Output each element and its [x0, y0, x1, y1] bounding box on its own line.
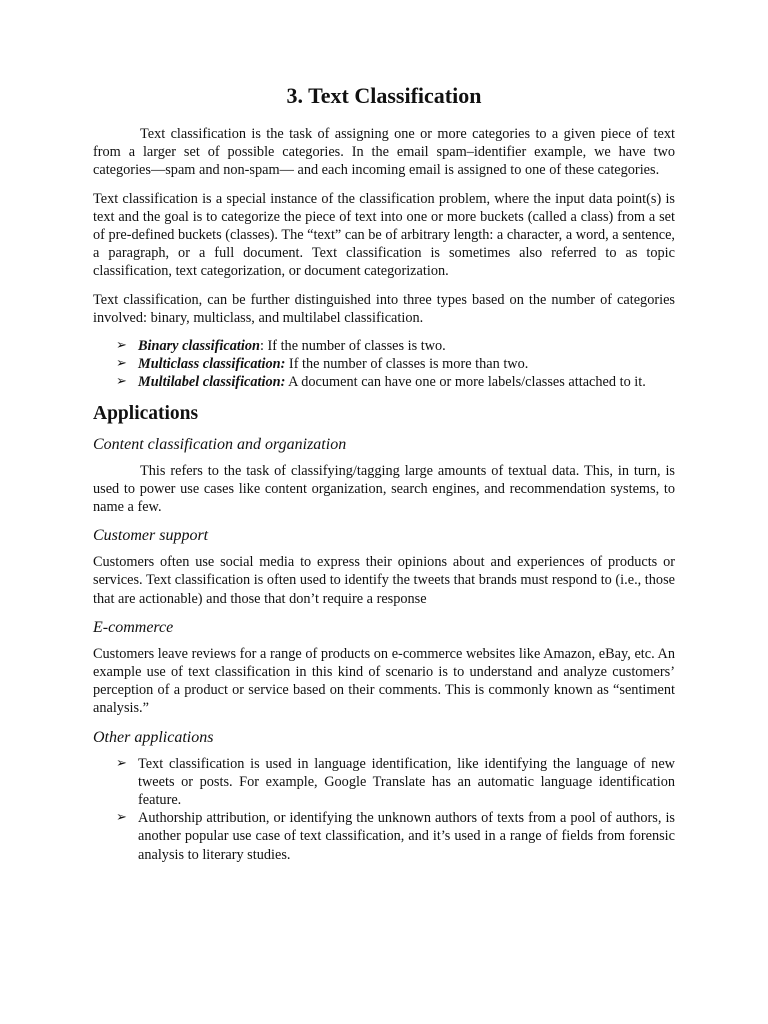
desc-binary: : If the number of classes is two.: [259, 338, 446, 355]
list-item-language-identification: [116, 755, 675, 810]
subheading-ecommerce: E-commerce: [93, 618, 174, 636]
subheading-content-classification: Content classification and organization: [93, 435, 347, 453]
intro-paragraph-3: Text classification, can be further distinguished into three types based on the number of categories involved: binary, multiclass, and multilabel classification.: [93, 291, 675, 326]
intro-paragraph-2: Text classification is a special instance of the classification problem, where the input data point(s) is text and the goal is to categorize the piece of text into one or more buckets (called a class) from a set of pre-defined buckets (classes). The “text” can be of arbitrary length: a character, a word, a sentence, a paragraph, or a full document. Text classification is sometimes also referred to as topic classification, text categorization, or document categorization.: [93, 190, 675, 280]
item-text: Text classification is used in language identification, like identifying the language of new tweets or posts. For example, Google Translate has an automatic language identification feature.: [138, 755, 675, 809]
intro-paragraph-1: Text classification is the task of assigning one or more categories to a given piece of text from a larger set of possible categories. In the email spam–identifier example, we have two categories—spam and non-spam— and each incoming email is assigned to one of these categories.: [93, 126, 675, 179]
desc-multilabel: A document can have one or more labels/classes attached to it.: [285, 374, 646, 391]
term-multiclass: Multiclass classification:: [138, 356, 286, 373]
paragraph-customer-support: Customers often use social media to express their opinions about and experiences of products or services. Text classification is often used to identify the tweets that brands must respond to (i.e., those that are actionable) and those that don’t require a response: [93, 554, 675, 607]
arrow-bullet-icon: ➢: [116, 356, 127, 372]
arrow-bullet-icon: ➢: [116, 755, 127, 771]
document-body: [93, 82, 675, 874]
list-item-authorship-attribution: [116, 809, 675, 864]
arrow-bullet-icon: ➢: [116, 374, 127, 390]
other-applications-list: [93, 755, 675, 864]
arrow-bullet-icon: ➢: [116, 810, 127, 826]
subheading-other-applications: Other applications: [93, 728, 214, 746]
list-item-multilabel: [116, 373, 675, 391]
list-item-binary: [116, 337, 675, 355]
list-item-multiclass: [116, 355, 675, 373]
subheading-customer-support: Customer support: [93, 527, 209, 545]
paragraph-ecommerce: Customers leave reviews for a range of products on e-commerce websites like Amazon, eBay, etc. An example use of text classification in this kind of scenario is to understand and analyze customers’ perception of a product or service based on their comments. This is commonly known as “sentiment analysis.”: [93, 645, 675, 717]
desc-multiclass: If the number of classes is more than two.: [285, 356, 529, 373]
item-text: Authorship attribution, or identifying the unknown authors of texts from a pool of authors, is another popular use case of text classification, and it’s used in a range of fields from forensic analysis to literary studies.: [138, 810, 675, 863]
classification-types-list: [93, 337, 675, 392]
section-heading-applications: Applications: [93, 402, 199, 424]
paragraph-content-classification: This refers to the task of classifying/tagging large amounts of textual data. This, in turn, is used to power use cases like content organization, search engines, and recommendation systems, to name a few.: [93, 462, 675, 516]
term-binary: Binary classification: [138, 338, 260, 355]
arrow-bullet-icon: ➢: [116, 338, 127, 354]
page-title: 3. Text Classification: [286, 83, 482, 108]
term-multilabel: Multilabel classification:: [138, 374, 286, 391]
